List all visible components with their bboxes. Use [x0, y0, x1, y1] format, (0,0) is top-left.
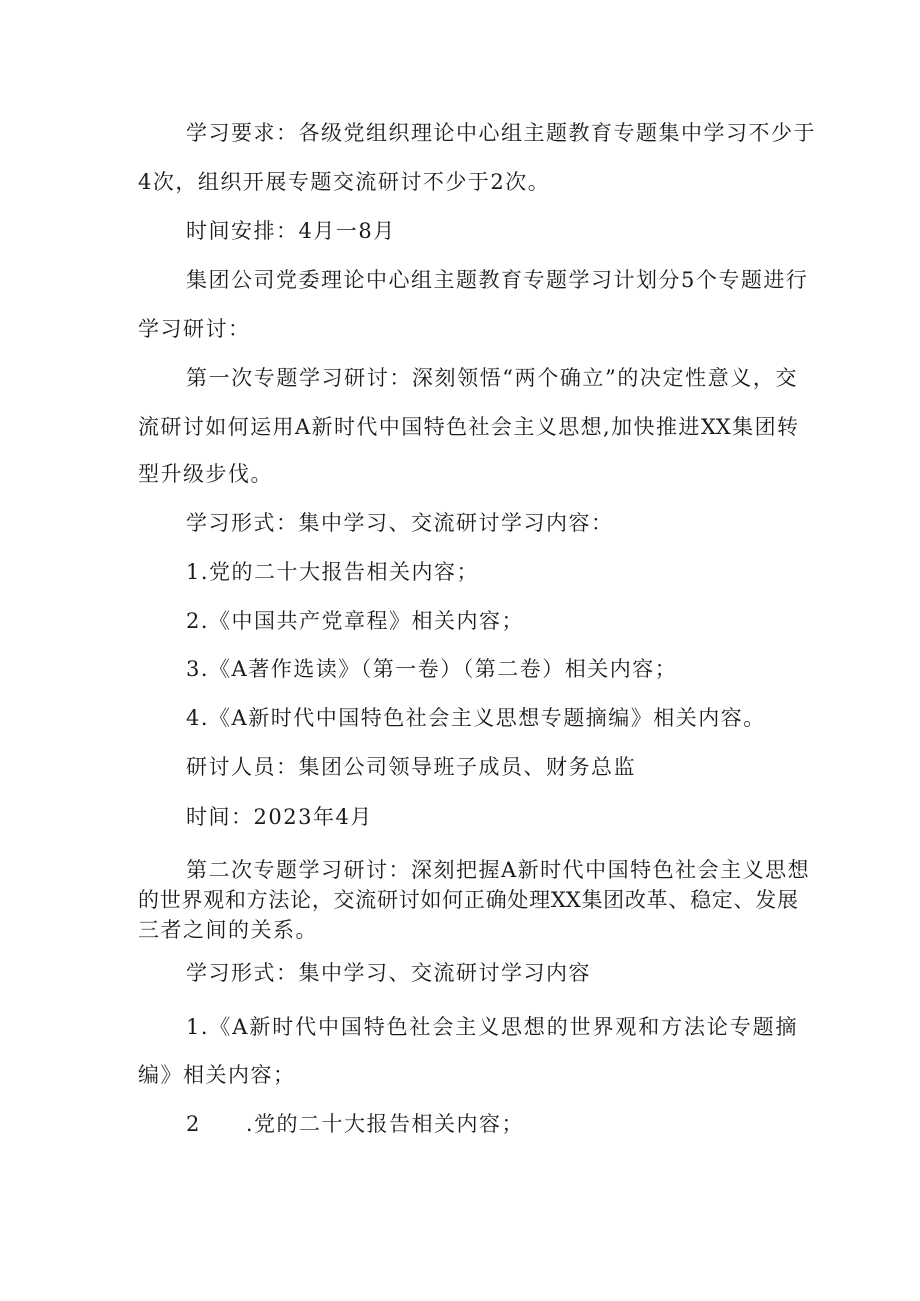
paragraph-study-requirement: 学习要求：各级党组织理论中心组主题教育专题集中学习不少于	[186, 121, 816, 145]
paragraph-session-1-form: 学习形式：集中学习、交流研讨学习内容：	[186, 511, 614, 535]
list-item-session-1-content-2: 2.《中国共产党章程》相关内容；	[186, 609, 525, 633]
paragraph-session-1-title-cont: 流研讨如何运用A新时代中国特色社会主义思想,加快推进XX集团转	[138, 415, 798, 439]
paragraph-session-2-form: 学习形式：集中学习、交流研讨学习内容	[186, 961, 591, 985]
list-item-session-2-content-1: 1.《A新时代中国特色社会主义思想的世界观和方法论专题摘	[186, 1015, 798, 1039]
list-item-session-2-content-1-cont: 编》相关内容；	[138, 1063, 296, 1087]
paragraph-session-1-participants: 研讨人员：集团公司领导班子成员、财务总监	[186, 755, 636, 779]
paragraph-time-arrangement: 时间安排：4月一8月	[186, 219, 396, 243]
paragraph-session-2-title: 第二次专题学习研讨：深刻把握A新时代中国特色社会主义思想	[186, 858, 811, 882]
paragraph-study-plan: 集团公司党委理论中心组主题教育专题学习计划分5个专题进行	[186, 268, 809, 292]
paragraph-study-requirement-cont: 4次，组织开展专题交流研讨不少于2次。	[138, 170, 551, 194]
paragraph-session-1-title: 第一次专题学习研讨：深刻领悟“两个确立”的决定性意义，交	[186, 366, 798, 390]
paragraph-session-2-title-end: 三者之间的关系。	[138, 918, 318, 942]
list-item-session-2-content-2: 2 .党的二十大报告相关内容；	[186, 1112, 525, 1136]
paragraph-session-1-time: 时间：2023年4月	[186, 805, 373, 829]
paragraph-study-plan-cont: 学习研讨：	[138, 317, 251, 341]
paragraph-session-2-title-cont: 的世界观和方法论，交流研讨如何正确处理XX集团改革、稳定、发展	[138, 888, 798, 912]
list-item-session-1-content-4: 4.《A新时代中国特色社会主义思想专题摘编》相关内容。	[186, 706, 766, 730]
paragraph-session-1-title-end: 型升级步伐。	[138, 462, 273, 486]
list-item-session-1-content-1: 1.党的二十大报告相关内容；	[186, 560, 480, 584]
list-item-session-1-content-3: 3.《A著作选读》（第一卷）（第二卷）相关内容；	[186, 657, 678, 681]
